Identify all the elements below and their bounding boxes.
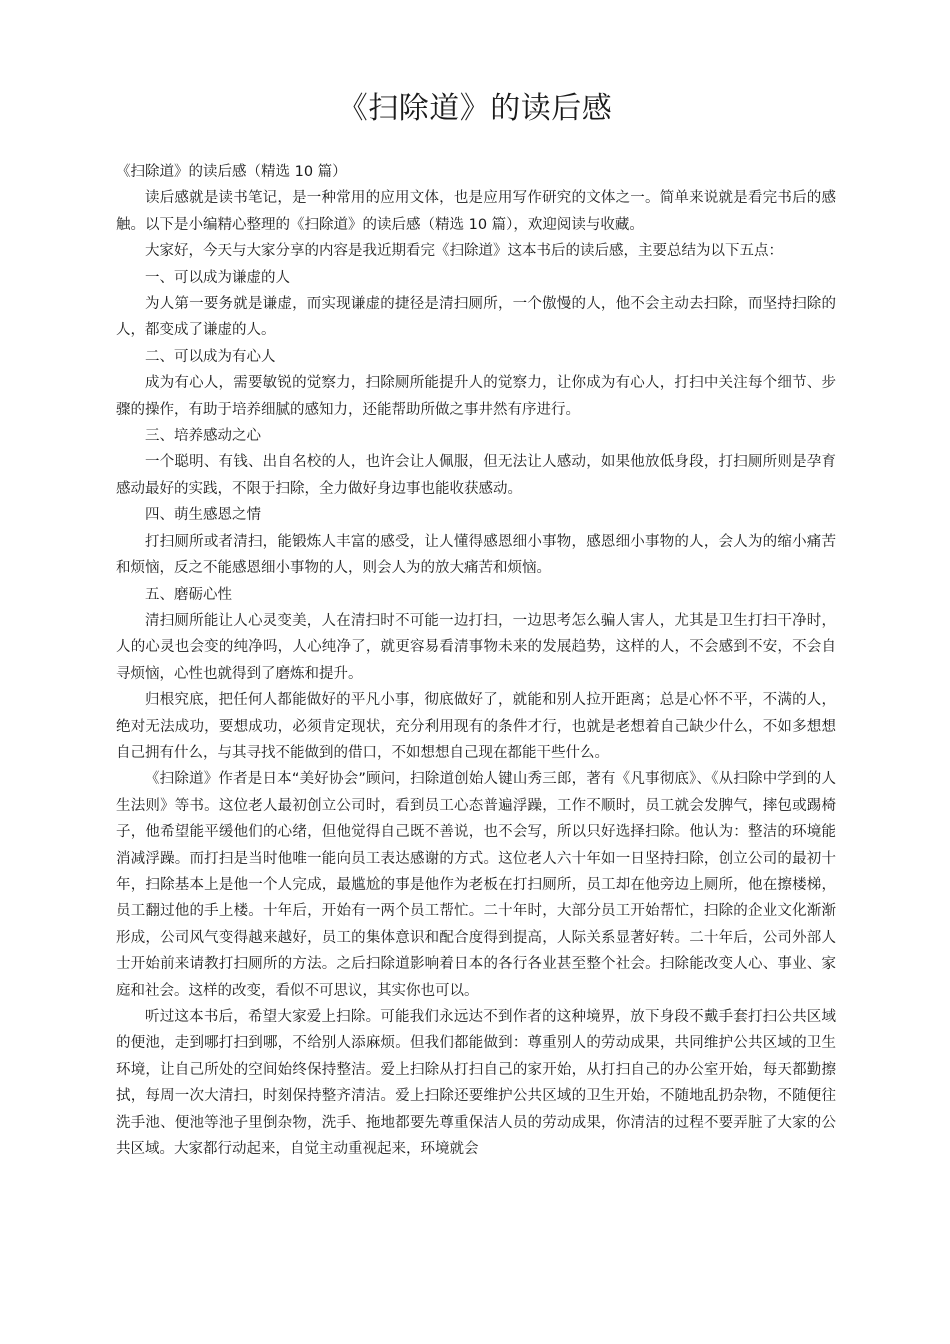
document-paragraph: 听过这本书后，希望大家爱上扫除。可能我们永远达不到作者的这种境界，放下身段不戴手套打扫公共区域的便池，走到哪打扫到哪，不给别人添麻烦。但我们都能做到：尊重别人的劳动成果，共同维护公共区域的卫生环境，让自己所处的空间始终保持整洁。爱上扫除从打扫自己的家开始，从打扫自己的办公室开始，每天都勤擦拭，每周一次大清扫，时刻保持整齐清洁。爱上扫除还要维护公共区域的卫生开始，不随地乱扔杂物，不随便往洗手池、便池等池子里倒杂物，洗手、拖地都要先尊重保洁人员的劳动成果，你清洁的过程不要弄脏了大家的公共区域。大家都行动起来，自觉主动重视起来，环境就会 [116,1009,836,1158]
document-paragraph: 为人第一要务就是谦虚，而实现谦虚的捷径是清扫厕所，一个傲慢的人，他不会主动去扫除，而坚持扫除的人，都变成了谦虚的人。 [116,296,836,339]
document-subtitle: 《扫除道》的读后感（精选 10 篇） [116,164,347,180]
document-paragraph: 一、可以成为谦虚的人 [145,269,290,286]
document-paragraph: 归根究底，把任何人都能做好的平凡小事，彻底做好了，就能和别人拉开距离；总是心怀不平，不满的人，绝对无法成功，要想成功，必须肯定现状，充分利用现有的条件才行，也就是老想着自己缺少什么，不如多想想自己拥有什么，与其寻找不能做到的借口，不如想想自己现在都能干些什么。 [116,692,836,761]
document-paragraph: 清扫厕所能让人心灵变美，人在清扫时不可能一边打扫，一边思考怎么骗人害人，尤其是卫生打扫干净时，人的心灵也会变的纯净吗，人心纯净了，就更容易看清事物未来的发展趋势，这样的人，不会感到不安，不会自寻烦恼，心性也就得到了磨炼和提升。 [116,612,836,682]
document-paragraph: 成为有心人，需要敏锐的觉察力，扫除厕所能提升人的觉察力，让你成为有心人，打扫中关注每个细节、步骤的操作，有助于培养细腻的感知力，还能帮助所做之事井然有序进行。 [116,375,836,418]
document-paragraph: 读后感就是读书笔记，是一种常用的应用文体，也是应用写作研究的文体之一。简单来说就是看完书后的感触。以下是小编精心整理的《扫除道》的读后感（精选 10 篇），欢迎阅读与收藏。 [116,190,836,233]
document-paragraph: 四、萌生感恩之情 [145,507,261,524]
document-paragraph: 三、培养感动之心 [145,428,261,445]
document-paragraph: 大家好，今天与大家分享的内容是我近期看完《扫除道》这本书后的读后感，主要总结为以下五点： [145,243,783,260]
document-paragraph: 一个聪明、有钱、出自名校的人，也许会让人佩服，但无法让人感动，如果他放低身段，打扫厕所则是孕育感动最好的实践，不限于扫除，全力做好身边事也能收获感动。 [116,454,836,497]
document-paragraph: 《扫除道》作者是日本“美好协会”顾问，扫除道创始人键山秀三郎，著有《凡事彻底》、《从扫除中学到的人生法则》等书。这位老人最初创立公司时，看到员工心态普遍浮躁，工作不顺时，员工就会发脾气，摔包或踢椅子，他希望能平缓他们的心绪，但他觉得自己既不善说，也不会写，所以只好选择扫除。他认为：整洁的环境能消减浮躁。而打扫是当时他唯一能向员工表达感谢的方式。这位老人六十年如一日坚持扫除，创立公司的最初十年，扫除基本上是他一个人完成，最尴尬的事是他作为老板在打扫厕所，员工却在他旁边上厕所，他在擦楼梯，员工翻过他的手上楼。十年后，开始有一两个员工帮忙。二十年时，大部分员工开始帮忙，扫除的企业文化渐渐形成，公司风气变得越来越好，员工的集体意识和配合度得到提高，人际关系显著好转。二十年后，公司外部人士开始前来请教打扫厕所的方法。之后扫除道影响着日本的各行各业甚至整个社会。扫除能改变人心、事业、家庭和社会。这样的改变，看似不可思议，其实你也可以。 [116,771,836,999]
document-title: 《扫除道》的读后感 [337,91,613,126]
document-paragraph: 五、磨砺心性 [145,586,232,603]
document-paragraph: 打扫厕所或者清扫，能锻炼人丰富的感受，让人懂得感恩细小事物，感恩细小事物的人，会人为的缩小痛苦和烦恼，反之不能感恩细小事物的人，则会人为的放大痛苦和烦恼。 [116,533,836,577]
document-paragraph: 二、可以成为有心人 [145,348,276,365]
document-body [116,159,836,1162]
